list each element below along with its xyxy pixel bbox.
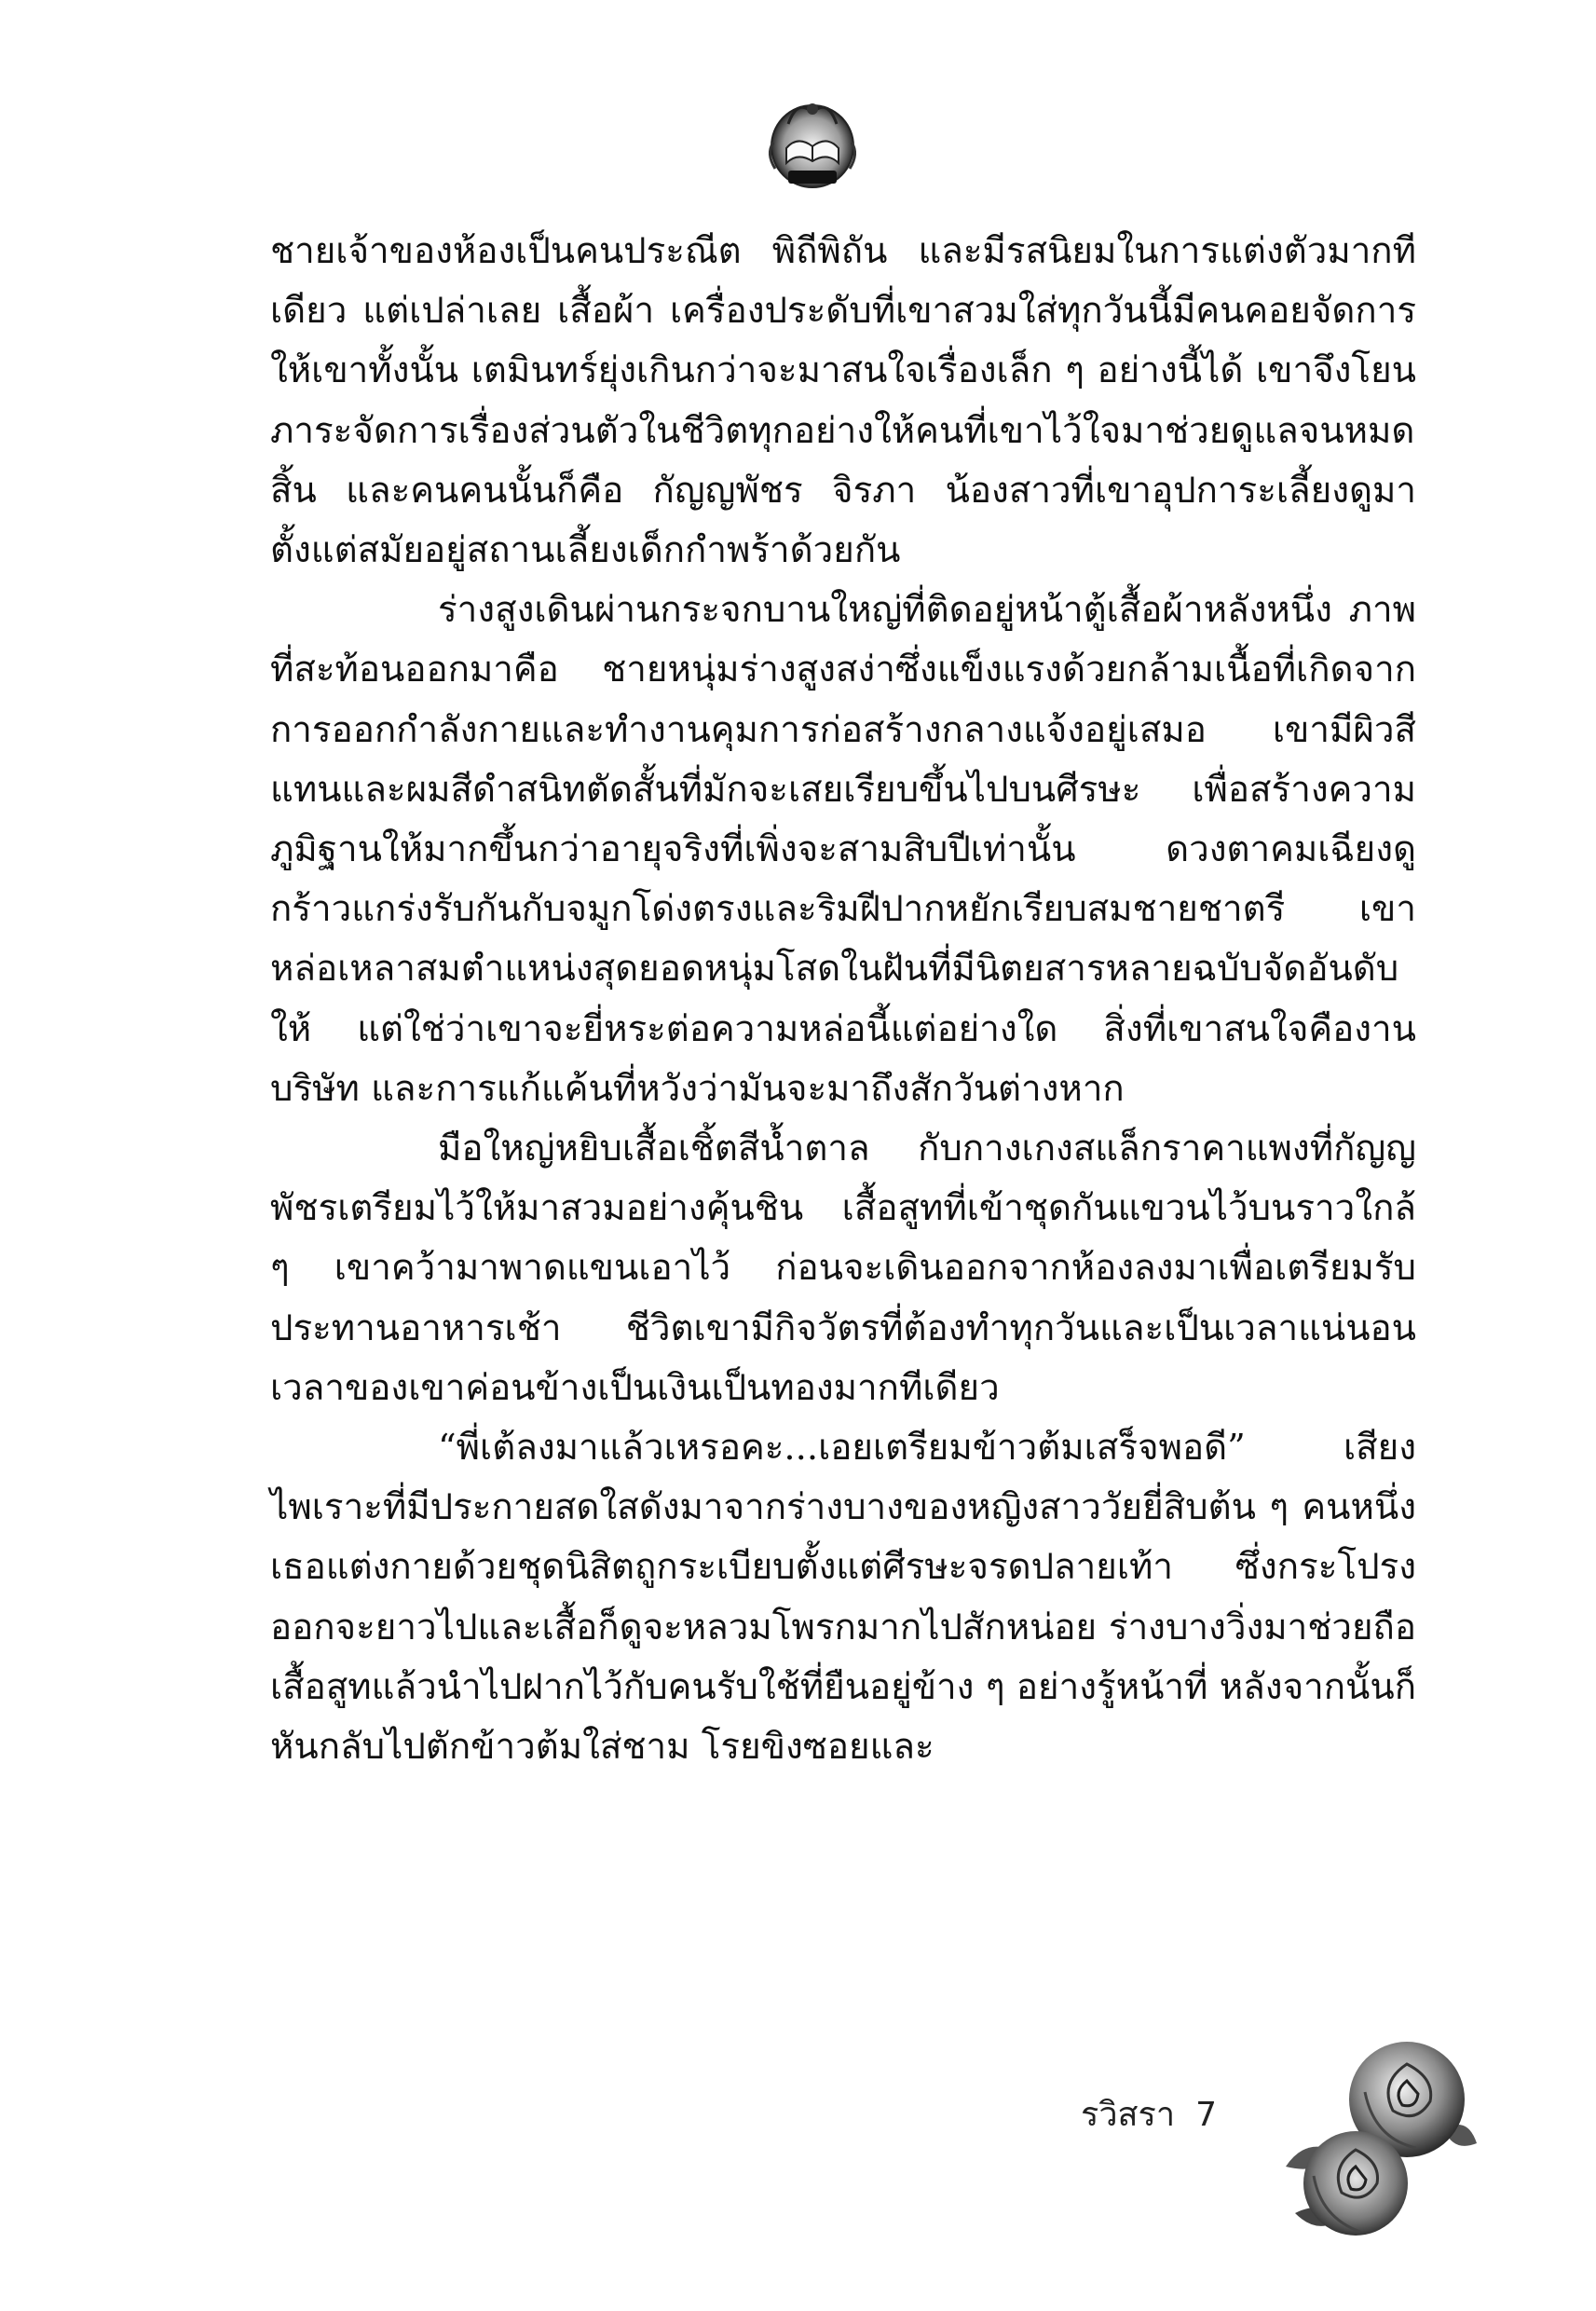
paragraph-1: ชายเจ้าของห้องเป็นคนประณีต พิถีพิถัน และมีรสนิยมในการแต่งตัวมากทีเดียว แต่เปล่าเลย เสื้อผ้า เครื่องประดับที่เขาสวมใส่ทุกวันนี้มีคนคอยจัดการให้เขาทั้งนั้น เตมินทร์ยุ่งเกินกว่าจะมาสนใจเรื่องเล็ก ๆ อย่างนี้ได้ เขาจึงโยนภาระจัดการเรื่องส่วนตัวในชีวิตทุกอย่างให้คนที่เขาไว้ใจมาช่วยดูแลจนหมดสิ้น และคนคนนั้นก็คือ กัญญพัชร จิรภา น้องสาวที่เขาอุปการะเลี้ยงดูมาตั้งแต่สมัยอยู่สถานเลี้ยงเด็กกำพร้าด้วยกัน [270, 230, 1416, 572]
page-number: 7 [1195, 2096, 1217, 2134]
page-footer [1081, 2087, 1217, 2140]
paragraph-2: ร่างสูงเดินผ่านกระจกบานใหญ่ที่ติดอยู่หน้าตู้เสื้อผ้าหลังหนึ่ง ภาพที่สะท้อนออกมาคือ ชายหนุ่มร่างสูงสง่าซึ่งแข็งแรงด้วยกล้ามเนื้อที่เกิดจากการออกกำลังกายและทำงานคุมการก่อสร้างกลางแจ้งอยู่เสมอ เขามีผิวสีแทนและผมสีดำสนิทตัดสั้นที่มักจะเสยเรียบขึ้นไปบนศีรษะ เพื่อสร้างความภูมิฐานให้มากขึ้นกว่าอายุจริงที่เพิ่งจะสามสิบปีเท่านั้น ดวงตาคมเฉียงดูกร้าวแกร่งรับกันกับจมูกโด่งตรงและริมฝีปากหยักเรียบสมชายชาตรี เขาหล่อเหลาสมตำแหน่งสุดยอดหนุ่มโสดในฝันที่มีนิตยสารหลายฉบับจัดอันดับให้ แต่ใช่ว่าเขาจะยี่หระต่อความหล่อนี้แต่อย่างใด สิ่งที่เขาสนใจคืองาน บริษัท และการแก้แค้นที่หวังว่ามันจะมาถึงสักวันต่างหาก [270, 589, 1416, 1110]
paragraph-4: “พี่เต้ลงมาแล้วเหรอคะ...เอยเตรียมข้าวต้มเสร็จพอดี” เสียงไพเราะที่มีประกายสดใสดังมาจากร่างบางของหญิงสาววัยยี่สิบต้น ๆ คนหนึ่ง เธอแต่งกายด้วยชุดนิสิตถูกระเบียบตั้งแต่ศีรษะจรดปลายเท้า ซึ่งกระโปรงออกจะยาวไปและเสื้อก็ดูจะหลวมโพรกมากไปสักหน่อย ร่างบางวิ่งมาช่วยถือเสื้อสูทแล้วนำไปฝากไว้กับคนรับใช้ที่ยืนอยู่ข้าง ๆ อย่างรู้หน้าที่ หลังจากนั้นก็หันกลับไปตักข้าวต้มใส่ชาม โรยขิงซอยและ [270, 1427, 1416, 1769]
paragraph-3: มือใหญ่หยิบเสื้อเชิ้ตสีน้ำตาล กับกางเกงสแล็กราคาแพงที่กัญญพัชรเตรียมไว้ให้มาสวมอย่างคุ้นชิน เสื้อสูทที่เข้าชุดกันแขวนไว้บนราวใกล้ ๆ เขาคว้ามาพาดแขนเอาไว้ ก่อนจะเดินออกจากห้องลงมาเพื่อเตรียมรับประทานอาหารเช้า ชีวิตเขามีกิจวัตรที่ต้องทำทุกวันและเป็นเวลาแน่นอน เวลาของเขาค่อนข้างเป็นเงินเป็นทองมากทีเดียว [270, 1128, 1416, 1409]
running-title: รวิสรา [1081, 2096, 1176, 2134]
body-text [270, 222, 1416, 1777]
book-crest-logo-icon [760, 89, 865, 193]
roses-ornament-icon [1267, 2027, 1481, 2250]
